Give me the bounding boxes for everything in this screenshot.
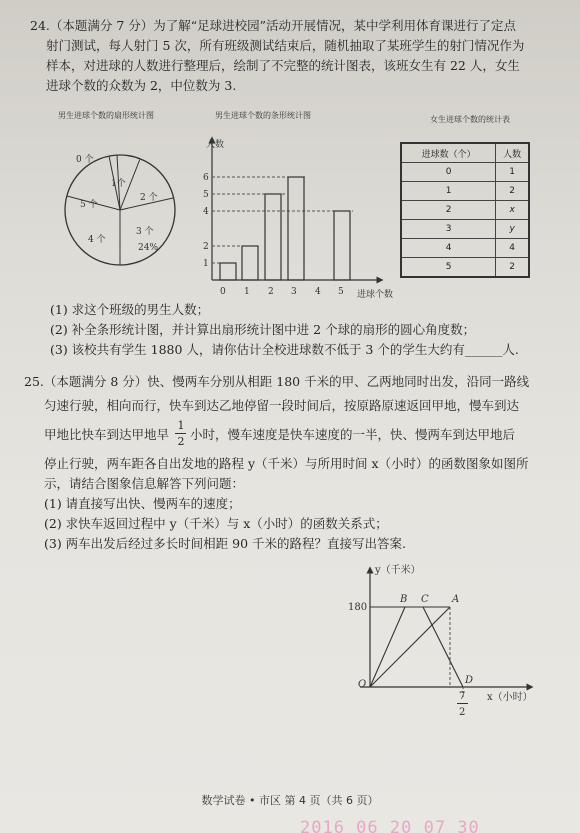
table-cell: 0: [401, 163, 496, 182]
bar-ytick-6: 6: [203, 173, 209, 183]
table-row: [401, 258, 529, 278]
table-cell: y: [496, 220, 529, 239]
q25-sub1: (1) 请直接写出快、慢两车的速度；: [44, 496, 241, 511]
q25-line3a: 甲地比快车到达甲地早: [44, 427, 170, 442]
pie-label-5: 5 个: [80, 200, 98, 210]
pie-label-24: 24%: [138, 243, 159, 253]
table-header-row: [401, 143, 529, 163]
table-title: 女生进球个数的统计表: [430, 115, 510, 124]
frac-numerator: 1: [177, 419, 185, 432]
table-cell: 1: [496, 163, 529, 182]
table-row: [401, 163, 529, 182]
pie-label-0: 0 个: [76, 155, 94, 165]
q24-line1: 24.（本题满分 7 分）为了解“足球进校园”活动开展情况，某中学利用体育课进行了定点: [30, 18, 517, 33]
bar-ytick-1: 1: [203, 259, 209, 269]
graph-O: O: [358, 679, 367, 690]
table-row: [401, 182, 529, 201]
table-row: [401, 220, 529, 239]
graph-7: 7: [459, 691, 466, 702]
bar-chart: [195, 135, 395, 295]
table-cell: 2: [401, 201, 496, 220]
page-footer: 数学试卷 • 市区 第 4 页（共 6 页）: [201, 794, 379, 807]
q24-line3: 样本，对进球的人数进行整理后，绘制了不完整的统计图表，该班女生有 22 人，女生: [46, 58, 520, 73]
graph-2: 2: [459, 707, 466, 718]
table-row: [401, 201, 529, 220]
table-cell: 3: [401, 220, 496, 239]
q24-line2: 射门测试，每人射门 5 次，所有班级测试结束后，随机抽取了某班学生的射门情况作为: [46, 38, 525, 53]
bar-xtick-1: 1: [244, 287, 250, 297]
q24-line4: 进球个数的众数为 2，中位数为 3.: [46, 78, 237, 93]
photo-timestamp: 2016 06 20 07 30: [300, 818, 480, 833]
table-cell: 2: [496, 258, 529, 278]
graph-180: 180: [348, 602, 368, 613]
table-cell: 4: [401, 239, 496, 258]
table-cell: 5: [401, 258, 496, 278]
q25-line5: 示，请结合图象信息解答下列问题：: [44, 476, 245, 491]
table-cell: 2: [496, 182, 529, 201]
q25-sub3: (3) 两车出发后经过多长时间相距 90 千米的路程？直接写出答案.: [44, 536, 407, 551]
bar-title: 男生进球个数的条形统计图: [215, 111, 311, 120]
q25-line1: 25.（本题满分 8 分）快、慢两车分别从相距 180 千米的甲、乙两地同时出发，沿同一路线: [24, 374, 530, 389]
graph-D: D: [465, 675, 474, 686]
q25-line4: 停止行驶，两车距各自出发地的路程 y（千米）与所用时间 x（小时）的函数图象如图所: [44, 456, 529, 471]
q24-sub2: (2) 补全条形统计图，并计算出扇形统计图中进 2 个球的扇形的圆心角度数；: [50, 322, 476, 337]
graph-B: B: [400, 594, 408, 605]
bar-ytick-2: 2: [203, 242, 209, 252]
graph-frac-bar: [457, 703, 468, 704]
bar-xtick-3: 3: [291, 287, 297, 297]
pie-title: 男生进球个数的扇形统计图: [58, 111, 154, 120]
pie-label-2: 2 个: [140, 193, 158, 203]
bar-ytick-4: 4: [203, 207, 209, 217]
bar-ytick-5: 5: [203, 190, 209, 200]
frac-denominator: 2: [177, 435, 185, 448]
table-cell: x: [496, 201, 529, 220]
bar-xtick-4: 4: [315, 287, 321, 297]
bar-ylabel: 人数: [206, 140, 225, 150]
bar-xtick-0: 0: [220, 287, 226, 297]
graph-xlabel: x（小时）: [487, 692, 533, 703]
q25-line2: 匀速行驶，相向而行，快车到达乙地停留一段时间后，按原路原速返回甲地，慢车到达: [44, 398, 520, 413]
pie-label-4: 4 个: [88, 235, 106, 245]
table-row: [401, 239, 529, 258]
bar-xtick-2: 2: [268, 287, 274, 297]
table-cell: 1: [401, 182, 496, 201]
table-header: 进球数（个）: [401, 143, 496, 163]
q25-sub2: (2) 求快车返回过程中 y（千米）与 x（小时）的函数关系式；: [44, 516, 388, 531]
table-cell: 4: [496, 239, 529, 258]
graph-C: C: [421, 594, 429, 605]
girls-goals-table: [400, 142, 530, 278]
graph-ylabel: y（千米）: [375, 565, 421, 576]
q24-sub1: (1) 求这个班级的男生人数；: [50, 302, 210, 317]
graph-A: A: [452, 594, 460, 605]
q24-sub3: (3) 该校共有学生 1880 人，请你估计全校进球数不低于 3 个的学生大约有______人.: [50, 342, 519, 357]
q25-line3b: 小时，慢车速度是快车速度的一半，快、慢两车到达甲地后: [190, 427, 516, 442]
pie-label-3: 3 个: [136, 227, 154, 237]
bar-xtick-5: 5: [338, 287, 344, 297]
pie-label-1: 1个: [111, 179, 126, 189]
bar-xlabel: 进球个数: [357, 290, 394, 300]
table-header: 人数: [496, 143, 529, 163]
